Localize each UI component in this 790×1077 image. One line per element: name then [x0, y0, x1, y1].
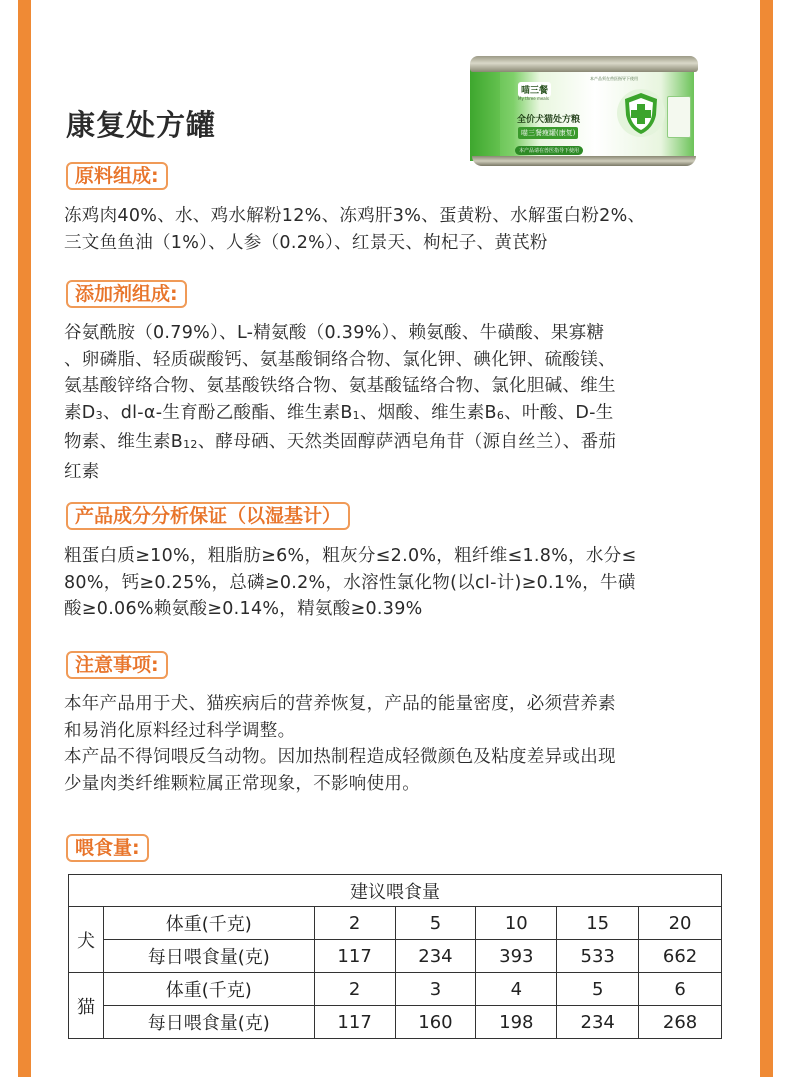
table-cell: 198: [476, 1006, 557, 1039]
can-brand-logo: 喵三餐: [518, 82, 551, 97]
text-fragment: 、叶酸、D-生: [504, 402, 614, 423]
row-label: 体重(千克): [103, 907, 314, 940]
text-fragment: 素D: [64, 402, 96, 423]
subscript: 12: [183, 438, 198, 451]
feeding-table: [68, 874, 722, 1039]
subscript: 6: [496, 408, 505, 422]
ingredients-line: 冻鸡肉40%、水、鸡水解粉12%、冻鸡肝3%、蛋黄粉、水解蛋白粉2%、: [64, 206, 646, 226]
species-label-dog: 犬: [69, 907, 104, 973]
table-cell: 234: [395, 940, 476, 973]
table-title: 建议喂食量: [69, 875, 722, 907]
table-cell: 15: [557, 907, 639, 940]
additives-text: [64, 320, 616, 485]
additives-line: [64, 429, 616, 459]
can-top-note: 本产品须在兽医指导下使用: [590, 76, 638, 81]
ingredients-line: 三文鱼鱼油（1%）、人参（0.2%）、红景天、枸杞子、黄芪粉: [64, 232, 548, 253]
analysis-line: 80%，钙≥0.25%，总磷≥0.2%，水溶性氯化物(以cl-计)≥0.1%，牛磺: [64, 572, 636, 593]
notes-heading: 注意事项:: [75, 654, 159, 676]
table-cell: 117: [314, 940, 395, 973]
notes-text: [64, 691, 616, 797]
feeding-heading-badge: [66, 834, 149, 862]
ingredients-heading: 原料组成:: [75, 165, 159, 187]
additives-heading: 添加剂组成:: [75, 283, 178, 305]
ingredients-text: [64, 203, 645, 256]
can-product-sub: 喵三餐瘦罐(康复): [518, 127, 578, 139]
table-cell: 10: [476, 907, 557, 940]
table-cell: 2: [314, 973, 395, 1006]
left-accent-stripe: [18, 0, 31, 1077]
text-fragment: 、酵母硒、天然类固醇萨洒皂角苷（源自丝兰）、番茄: [197, 432, 617, 452]
additives-line: 、卵磷脂、轻质碳酸钙、氨基酸铜络合物、氯化钾、碘化钾、硫酸镁、: [64, 349, 616, 370]
table-cell: 5: [395, 907, 476, 940]
table-cell: 5: [557, 973, 639, 1006]
text-fragment: 、dl-α-生育酚乙酸酯、维生素B: [102, 402, 353, 423]
page-title: 康复处方罐: [66, 108, 217, 142]
can-brand-sub: My three meals: [518, 96, 549, 101]
text-fragment: 、烟酸、维生素B: [359, 402, 497, 423]
notes-line: 本产品不得饲喂反刍动物。因加热制程造成轻微颜色及粘度差异或出现: [64, 747, 616, 767]
table-cell: 393: [476, 940, 557, 973]
table-cell: 662: [639, 940, 722, 973]
subscript: 3: [95, 408, 103, 422]
table-cell: 268: [639, 1006, 722, 1039]
additives-heading-badge: [66, 280, 187, 308]
table-cell: 3: [395, 973, 476, 1006]
table-cell: 234: [557, 1006, 639, 1039]
analysis-text: [64, 543, 637, 623]
table-row: [69, 1006, 722, 1039]
can-stripe: [470, 69, 500, 161]
species-label-cat: 猫: [69, 973, 104, 1039]
table-cell: 2: [314, 907, 395, 940]
table-cell: 4: [476, 973, 557, 1006]
right-accent-stripe: [760, 0, 773, 1077]
table-cell: 20: [639, 907, 722, 940]
notes-line: 和易消化原料经过科学调整。: [64, 720, 296, 741]
product-can-image: [470, 56, 698, 168]
notes-line: 本年产品用于犬、猫疾病后的营养恢复，产品的能量密度，必须营养素: [64, 694, 616, 714]
analysis-heading: 产品成分分析保证（以湿基计）: [75, 505, 342, 527]
row-label: 每日喂食量(克): [103, 1006, 314, 1039]
analysis-line: 酸≥0.06%赖氨酸≥0.14%，精氨酸≥0.39%: [64, 599, 423, 619]
can-bottom: [472, 156, 696, 166]
table-header-row: [69, 875, 722, 907]
feeding-heading: 喂食量:: [75, 837, 140, 859]
additives-line: 氨基酸锌络合物、氨基酸铁络合物、氨基酸锰络合物、氯化胆碱、维生: [64, 376, 616, 396]
table-cell: 117: [314, 1006, 395, 1039]
table-row: [69, 907, 722, 940]
additives-line: 红素: [64, 461, 100, 482]
table-row: [69, 973, 722, 1006]
table-cell: 6: [639, 973, 722, 1006]
table-cell: 533: [557, 940, 639, 973]
shield-cross-icon: [616, 87, 666, 139]
can-usage-note: 本产品请在兽医指导下使用: [515, 146, 583, 155]
can-side-label: [667, 96, 691, 138]
ingredients-heading-badge: [66, 162, 168, 190]
notes-line: 少量肉类纤维颗粒属正常现象，不影响使用。: [64, 773, 420, 794]
subscript: 1: [352, 408, 360, 422]
table-cell: 160: [395, 1006, 476, 1039]
additives-line: [64, 400, 616, 430]
additives-line: 谷氨酰胺（0.79%）、L-精氨酸（0.39%）、赖氨酸、牛磺酸、果寡糖: [64, 323, 605, 343]
can-product-name: 全价犬猫处方粮: [517, 115, 581, 125]
text-fragment: 物素、维生素B: [64, 432, 184, 452]
table-row: [69, 940, 722, 973]
row-label: 每日喂食量(克): [103, 940, 314, 973]
analysis-line: 粗蛋白质≥10%，粗脂肪≥6%，粗灰分≤2.0%，粗纤维≤1.8%，水分≤: [64, 546, 637, 566]
can-lid: [470, 56, 698, 72]
notes-heading-badge: [66, 651, 168, 679]
analysis-heading-badge: [66, 502, 350, 530]
row-label: 体重(千克): [103, 973, 314, 1006]
